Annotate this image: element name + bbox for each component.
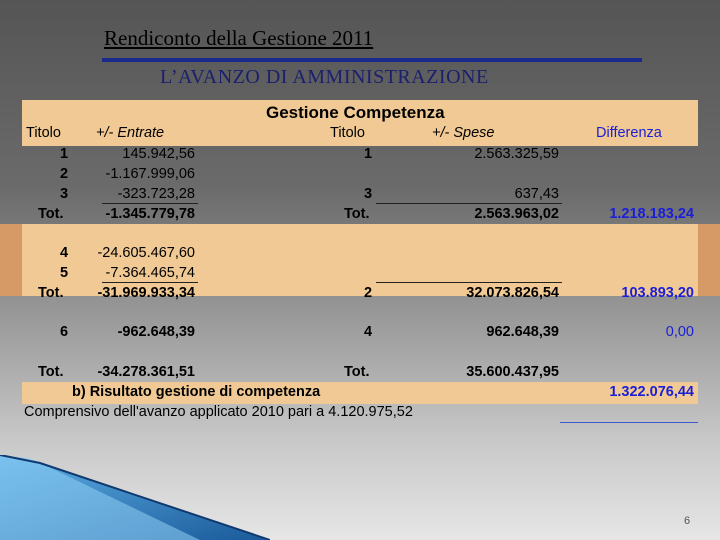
header-titolo-left: Titolo: [26, 125, 61, 141]
slide-subtitle: L’AVANZO DI AMMINISTRAZIONE: [160, 66, 489, 88]
result-value: 1.322.076,44: [609, 384, 694, 400]
table-row-1-titolo-spese: 1: [364, 146, 373, 162]
table-row-6-titolo-spese: 4: [364, 324, 373, 340]
note-text: Comprensivo dell'avanzo applicato 2010 pari a 4.120.975,52: [24, 404, 413, 420]
section2-total-entrate: -31.969.933,34: [97, 285, 195, 301]
header-spese: +/- Spese: [432, 125, 495, 141]
table-row-3-titolo-spese: 3: [364, 186, 373, 202]
underline-s2-entrate: [102, 282, 198, 283]
table-row-4-entrate: -24.605.467,60: [97, 245, 195, 261]
section2-titolo-spese: 2: [364, 285, 373, 301]
grand-total-label: Tot.: [38, 364, 64, 380]
result-label: b) Risultato gestione di competenza: [72, 384, 321, 400]
underline-s1-entrate: [102, 203, 198, 204]
table-row-6-spese: 962.648,39: [486, 324, 559, 340]
table-row-4-titolo: 4: [60, 245, 69, 261]
slide-title: Rendiconto della Gestione 2011: [104, 26, 374, 50]
table-row-3-spese: 637,43: [514, 186, 559, 202]
table-row-5-entrate: -7.364.465,74: [105, 265, 195, 281]
table-row-1-titolo: 1: [60, 146, 69, 162]
table-heading: Gestione Competenza: [266, 103, 445, 122]
table-row-6-titolo: 6: [60, 324, 69, 340]
header-titolo-right: Titolo: [330, 125, 365, 141]
section1-total-label-spese: Tot.: [344, 206, 370, 222]
table-row-2-titolo: 2: [60, 166, 69, 182]
table-row-5-titolo: 5: [60, 265, 69, 281]
grand-total-entrate: -34.278.361,51: [97, 364, 195, 380]
underline-s2-spese: [376, 282, 562, 283]
section2-total-spese: 32.073.826,54: [466, 285, 559, 301]
grand-total-label-spese: Tot.: [344, 364, 370, 380]
decorative-corner: [0, 455, 270, 540]
grand-total-spese: 35.600.437,95: [466, 364, 559, 380]
table-row-6-entrate: -962.648,39: [117, 324, 195, 340]
page-number: 6: [684, 515, 691, 527]
table-row-3-entrate: -323.723,28: [117, 186, 195, 202]
header-differenza: Differenza: [596, 125, 662, 141]
section2-differenza: 103.893,20: [621, 285, 694, 301]
table-row-3-titolo: 3: [60, 186, 69, 202]
table-row-2-entrate: -1.167.999,06: [105, 166, 195, 182]
section1-differenza: 1.218.183,24: [609, 206, 694, 222]
section1-total-entrate: -1.345.779,78: [105, 206, 195, 222]
note-rule: [560, 422, 698, 423]
section2-total-label: Tot.: [38, 285, 64, 301]
table-row-1-entrate: 145.942,56: [122, 146, 195, 162]
section1-total-spese: 2.563.963,02: [474, 206, 559, 222]
header-entrate: +/- Entrate: [96, 125, 165, 141]
section3-differenza: 0,00: [665, 324, 694, 340]
table-row-1-spese: 2.563.325,59: [474, 146, 559, 162]
underline-s1-spese: [376, 203, 562, 204]
section1-total-label: Tot.: [38, 206, 64, 222]
